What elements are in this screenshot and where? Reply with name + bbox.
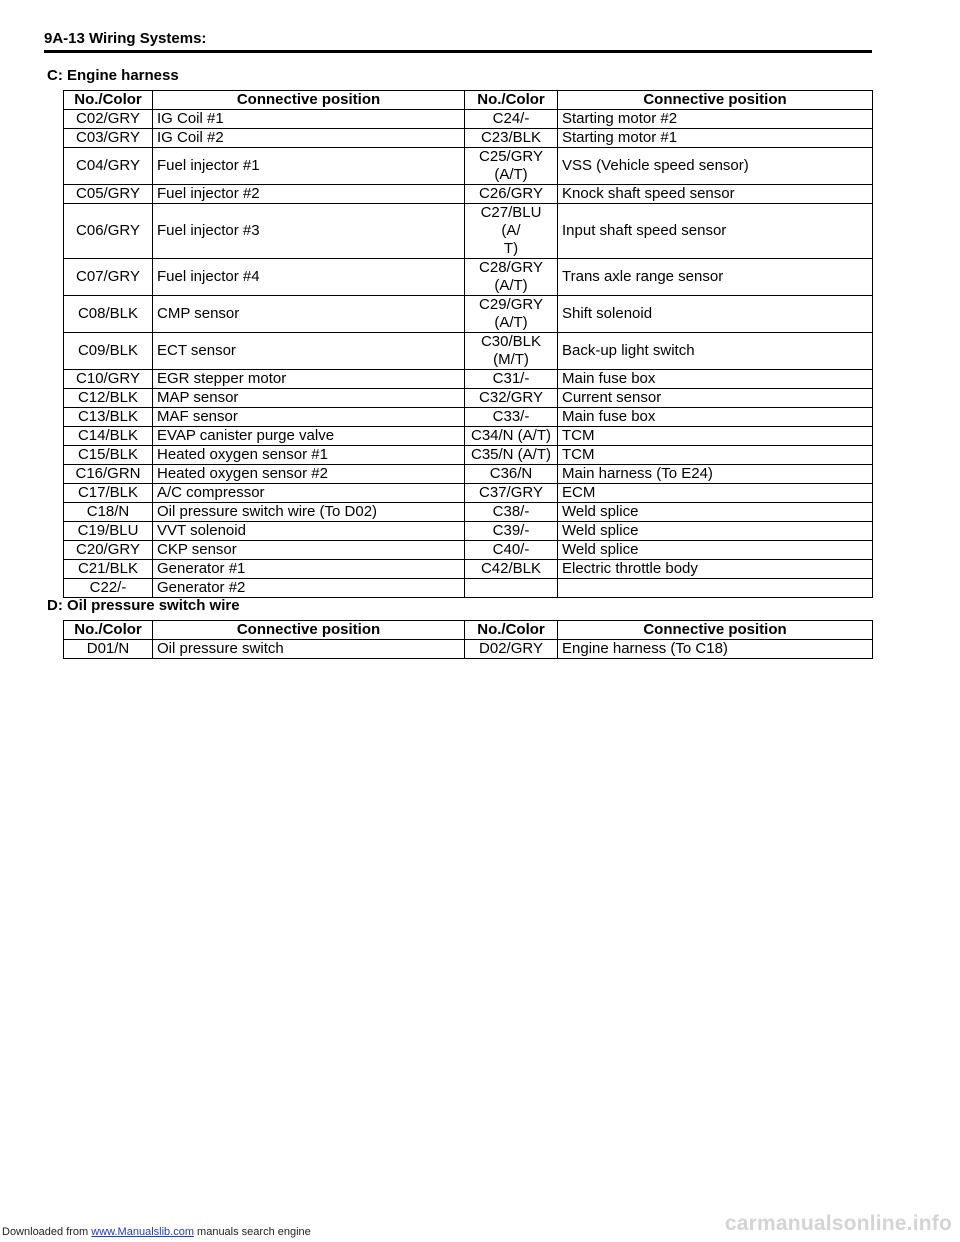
connective-position-cell: Generator #2	[153, 579, 465, 598]
table-row	[64, 484, 873, 503]
footer-suffix: manuals search engine	[193, 1226, 311, 1238]
table-header-row	[64, 621, 873, 640]
connector-number-cell: C35/N (A/T)	[465, 446, 558, 465]
connector-number-cell: C33/-	[465, 408, 558, 427]
connector-number-cell: C17/BLK	[64, 484, 153, 503]
table-row	[64, 446, 873, 465]
connective-position-cell: Oil pressure switch	[153, 640, 465, 659]
connective-position-cell: Current sensor	[558, 389, 873, 408]
table-row	[64, 640, 873, 659]
connector-number-cell: C25/GRY (A/T)	[465, 148, 558, 185]
connector-number-cell: C14/BLK	[64, 427, 153, 446]
connective-position-cell: Weld splice	[558, 503, 873, 522]
column-header: No./Color	[64, 621, 153, 640]
footer-prefix: Downloaded from	[2, 1226, 92, 1238]
connector-number-cell: C32/GRY	[465, 389, 558, 408]
connector-number-cell: C06/GRY	[64, 204, 153, 259]
connective-position-cell: CKP sensor	[153, 541, 465, 560]
engine-harness-table	[63, 90, 873, 598]
table-row	[64, 541, 873, 560]
connective-position-cell	[558, 579, 873, 598]
connector-number-cell: C26/GRY	[465, 185, 558, 204]
connective-position-cell: Back-up light switch	[558, 333, 873, 370]
connective-position-cell: EVAP canister purge valve	[153, 427, 465, 446]
connector-number-cell: C15/BLK	[64, 446, 153, 465]
connector-number-cell: C10/GRY	[64, 370, 153, 389]
table-row	[64, 579, 873, 598]
column-header: Connective position	[153, 621, 465, 640]
column-header: No./Color	[64, 91, 153, 110]
column-header: Connective position	[558, 91, 873, 110]
connective-position-cell: Fuel injector #2	[153, 185, 465, 204]
table-row	[64, 333, 873, 370]
column-header: No./Color	[465, 91, 558, 110]
connector-number-cell: C12/BLK	[64, 389, 153, 408]
connector-number-cell: C02/GRY	[64, 110, 153, 129]
connective-position-cell: ECM	[558, 484, 873, 503]
connective-position-cell: Main fuse box	[558, 408, 873, 427]
table-row	[64, 560, 873, 579]
table-row	[64, 110, 873, 129]
column-header: Connective position	[558, 621, 873, 640]
column-header: Connective position	[153, 91, 465, 110]
connective-position-cell: Electric throttle body	[558, 560, 873, 579]
table-row	[64, 370, 873, 389]
connective-position-cell: A/C compressor	[153, 484, 465, 503]
connective-position-cell: VSS (Vehicle speed sensor)	[558, 148, 873, 185]
connective-position-cell: Engine harness (To C18)	[558, 640, 873, 659]
section-d-heading: D: Oil pressure switch wire	[47, 597, 240, 614]
connective-position-cell: Shift solenoid	[558, 296, 873, 333]
connective-position-cell: Heated oxygen sensor #2	[153, 465, 465, 484]
connector-number-cell: C29/GRY (A/T)	[465, 296, 558, 333]
connector-number-cell: C24/-	[465, 110, 558, 129]
table-row	[64, 296, 873, 333]
connective-position-cell: TCM	[558, 427, 873, 446]
table-row	[64, 148, 873, 185]
connective-position-cell: Heated oxygen sensor #1	[153, 446, 465, 465]
connector-number-cell: C30/BLK (M/T)	[465, 333, 558, 370]
connector-number-cell: C13/BLK	[64, 408, 153, 427]
connector-number-cell: C19/BLU	[64, 522, 153, 541]
connective-position-cell: Input shaft speed sensor	[558, 204, 873, 259]
connective-position-cell: Oil pressure switch wire (To D02)	[153, 503, 465, 522]
connective-position-cell: TCM	[558, 446, 873, 465]
connective-position-cell: Main harness (To E24)	[558, 465, 873, 484]
connective-position-cell: Fuel injector #4	[153, 259, 465, 296]
connector-number-cell: C31/-	[465, 370, 558, 389]
download-footer	[2, 1226, 311, 1239]
table-row	[64, 259, 873, 296]
table-row	[64, 408, 873, 427]
connective-position-cell: Starting motor #1	[558, 129, 873, 148]
connective-position-cell: CMP sensor	[153, 296, 465, 333]
connector-number-cell: C39/-	[465, 522, 558, 541]
connective-position-cell: Starting motor #2	[558, 110, 873, 129]
connector-number-cell: C36/N	[465, 465, 558, 484]
connective-position-cell: Fuel injector #1	[153, 148, 465, 185]
connector-number-cell: C40/-	[465, 541, 558, 560]
table-row	[64, 204, 873, 259]
connector-number-cell: C23/BLK	[465, 129, 558, 148]
connector-number-cell: C18/N	[64, 503, 153, 522]
connector-number-cell: C03/GRY	[64, 129, 153, 148]
connective-position-cell: Knock shaft speed sensor	[558, 185, 873, 204]
connector-number-cell: C27/BLU (A/ T)	[465, 204, 558, 259]
table-row	[64, 503, 873, 522]
connector-number-cell: C09/BLK	[64, 333, 153, 370]
connector-number-cell: C08/BLK	[64, 296, 153, 333]
section-c-heading: C: Engine harness	[47, 67, 179, 84]
header-rule	[44, 50, 872, 53]
oil-pressure-switch-table	[63, 620, 873, 659]
connector-number-cell: D02/GRY	[465, 640, 558, 659]
connector-number-cell: C22/-	[64, 579, 153, 598]
table-row	[64, 427, 873, 446]
table-header-row	[64, 91, 873, 110]
column-header: No./Color	[465, 621, 558, 640]
connective-position-cell: IG Coil #1	[153, 110, 465, 129]
table-row	[64, 389, 873, 408]
connective-position-cell: VVT solenoid	[153, 522, 465, 541]
table-row	[64, 129, 873, 148]
table-row	[64, 465, 873, 484]
connector-number-cell	[465, 579, 558, 598]
connective-position-cell: MAF sensor	[153, 408, 465, 427]
connector-number-cell: C20/GRY	[64, 541, 153, 560]
connector-number-cell: C28/GRY (A/T)	[465, 259, 558, 296]
connector-number-cell: C05/GRY	[64, 185, 153, 204]
watermark-logo: carmanualsonline.info	[724, 1212, 952, 1235]
connector-number-cell: C37/GRY	[465, 484, 558, 503]
manualslib-link[interactable]: www.Manualslib.com	[91, 1226, 194, 1238]
table-row	[64, 522, 873, 541]
page-header: 9A-13 Wiring Systems:	[44, 30, 207, 47]
connector-number-cell: D01/N	[64, 640, 153, 659]
connective-position-cell: EGR stepper motor	[153, 370, 465, 389]
connective-position-cell: Trans axle range sensor	[558, 259, 873, 296]
connector-number-cell: C16/GRN	[64, 465, 153, 484]
connective-position-cell: Generator #1	[153, 560, 465, 579]
connective-position-cell: Main fuse box	[558, 370, 873, 389]
connector-number-cell: C34/N (A/T)	[465, 427, 558, 446]
connector-number-cell: C04/GRY	[64, 148, 153, 185]
connector-number-cell: C42/BLK	[465, 560, 558, 579]
connective-position-cell: Fuel injector #3	[153, 204, 465, 259]
connective-position-cell: ECT sensor	[153, 333, 465, 370]
connector-number-cell: C21/BLK	[64, 560, 153, 579]
connective-position-cell: MAP sensor	[153, 389, 465, 408]
connector-number-cell: C38/-	[465, 503, 558, 522]
connective-position-cell: Weld splice	[558, 522, 873, 541]
table-row	[64, 185, 873, 204]
connective-position-cell: IG Coil #2	[153, 129, 465, 148]
connector-number-cell: C07/GRY	[64, 259, 153, 296]
connective-position-cell: Weld splice	[558, 541, 873, 560]
